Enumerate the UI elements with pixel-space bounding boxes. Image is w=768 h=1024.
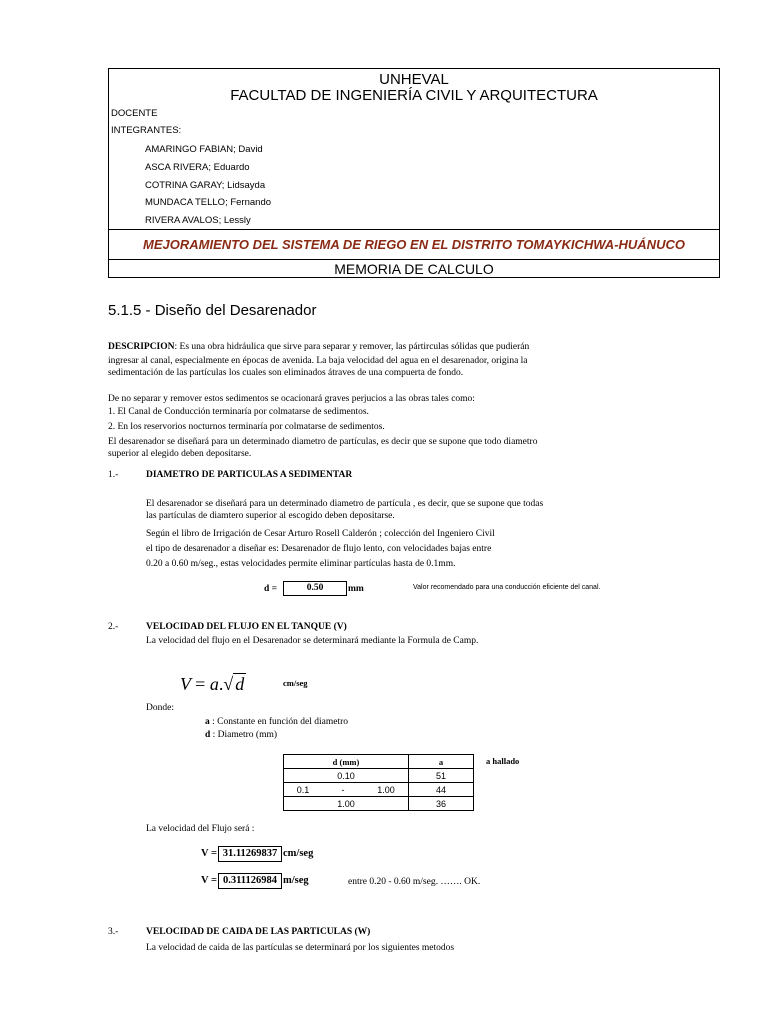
a-hallado-label: a hallado: [486, 756, 520, 766]
member-name: RIVERA AVALOS; Lessly: [145, 215, 251, 226]
paragraph-line: 2. En los reservorios nocturnos terminaría por colmatarse de sedimentos.: [108, 422, 385, 432]
formula-dot: .: [218, 674, 224, 694]
v1-unit: cm/seg: [283, 848, 314, 859]
table-cell: -: [322, 783, 364, 797]
docente-label: DOCENTE: [111, 108, 158, 119]
table-cell: 51: [409, 769, 474, 783]
table-cell: 36: [409, 797, 474, 811]
table-cell: 1.00: [364, 783, 409, 797]
member-name: AMARINGO FABIAN; David: [145, 144, 263, 155]
body-line: el tipo de desarenador a diseñar es: Desarenador de flujo lento, con velocidades bajas entre: [146, 544, 492, 554]
body-line: El desarenador se diseñará para un determinado diametro de partícula , es decir, que se supone que todas: [146, 499, 544, 509]
definition-a: [205, 715, 348, 729]
d-label: d =: [264, 584, 278, 594]
section-number: 3.-: [108, 927, 119, 937]
description-paragraph: [108, 340, 598, 354]
formula-equals: =: [195, 674, 206, 694]
section-number: 2.-: [108, 622, 119, 632]
body-line: La velocidad del flujo en el Desarenador se determinará mediante la Formula de Camp.: [146, 636, 479, 646]
body-line: las partículas de diamtero superior al escogido deben depositarse.: [146, 511, 395, 521]
table-header: a: [409, 755, 474, 769]
table-row: [284, 797, 474, 811]
def-d-text: : Diametro (mm): [212, 730, 278, 740]
table-header: d (mm): [284, 755, 409, 769]
def-a-symbol: a: [205, 717, 210, 727]
memoria-title: MEMORIA DE CALCULO: [334, 261, 494, 277]
section-heading: VELOCIDAD DEL FLUJO EN EL TANQUE (V): [146, 622, 347, 632]
body-line: Según el libro de Irrigación de Cesar Arturo Rosell Calderón ; colección del Ingeniero Civil: [146, 529, 495, 539]
divider: [109, 259, 719, 260]
description-line: : Es una obra hidráulica que sirve para separar y remover, las pártirculas sólidas que pudierán: [174, 342, 530, 352]
faculty-title: FACULTAD DE INGENIERÍA CIVIL Y ARQUITECTURA: [230, 87, 598, 104]
section-heading: DIAMETRO DE PARTICULAS A SEDIMENTAR: [146, 470, 353, 480]
d-value: 0.50: [283, 581, 347, 596]
paragraph-line: superior al elegido deben depositarse.: [108, 449, 252, 459]
body-line: 0.20 a 0.60 m/seg., estas velocidades permite eliminar partículas hasta de 0.1mm.: [146, 559, 456, 569]
table-cell: 1.00: [284, 797, 409, 811]
range-note: entre 0.20 - 0.60 m/seg. ……. OK.: [348, 877, 481, 887]
member-name: MUNDACA TELLO; Fernando: [145, 197, 272, 208]
donde-label: Donde:: [146, 703, 174, 713]
project-title: MEJORAMIENTO DEL SISTEMA DE RIEGO EN EL DISTRITO TOMAYKICHWA-HUÁNUCO: [143, 237, 685, 252]
body-line: La velocidad de caida de las partículas se determinará por los siguientes metodos: [146, 943, 455, 953]
member-name: ASCA RIVERA; Eduardo: [145, 162, 250, 173]
table-cell: 0.1: [284, 783, 323, 797]
formula-d: d: [235, 674, 245, 694]
university-title: UNHEVAL: [379, 71, 449, 88]
v1-value: 31.11269837: [218, 846, 282, 862]
header-box: [108, 68, 720, 278]
paragraph-line: 1. El Canal de Conducción terminaría por colmatarse de sedimentos.: [108, 407, 369, 417]
description-line: sedimentación de las partículas los cuales son eliminados átraves de una compuerta de fondo.: [108, 368, 464, 378]
v2-value: 0.311126984: [218, 873, 282, 889]
description-label: DESCRIPCION: [108, 342, 175, 352]
member-name: COTRINA GARAY; Lidsayda: [145, 180, 266, 191]
d-note: Valor recomendado para una conducción eficiente del canal.: [413, 584, 601, 591]
table-cell: 44: [409, 783, 474, 797]
description-line: ingresar al canal, especialmente en épocas de avenida. La baja velocidad del agua en el desarenador, origina la: [108, 356, 528, 366]
result-intro: La velocidad del Flujo será :: [146, 824, 255, 834]
v1-label: V =: [201, 848, 218, 859]
divider: [109, 229, 719, 230]
section-title: 5.1.5 - Diseño del Desarenador: [108, 302, 317, 319]
v2-unit: m/seg: [283, 875, 309, 886]
v2-label: V =: [201, 875, 218, 886]
def-d-symbol: d: [205, 730, 211, 740]
table-row: [284, 769, 474, 783]
formula-a: a: [209, 674, 219, 694]
coefficient-table: [283, 754, 474, 811]
section-heading: VELOCIDAD DE CAIDA DE LAS PARTICULAS (W): [146, 927, 371, 937]
section-number: 1.-: [108, 470, 119, 480]
integrantes-label: INTEGRANTES:: [111, 125, 182, 136]
def-a-text: : Constante en función del diametro: [212, 717, 348, 727]
paragraph-line: De no separar y remover estos sedimentos se ocacionará graves perjucios a las obras tales como:: [108, 394, 475, 404]
table-cell: 0.10: [284, 769, 409, 783]
table-row: [284, 783, 474, 797]
d-unit: mm: [348, 584, 364, 594]
camp-formula: [180, 674, 246, 695]
formula-v: V: [180, 674, 191, 694]
table-header-row: [284, 755, 474, 769]
formula-unit: cm/seg: [283, 678, 308, 688]
sqrt-icon: √: [223, 674, 234, 694]
paragraph-line: El desarenador se diseñará para un determinado diametro de partículas, es decir que se supone que todo diametro: [108, 437, 538, 447]
definition-d: [205, 728, 277, 742]
